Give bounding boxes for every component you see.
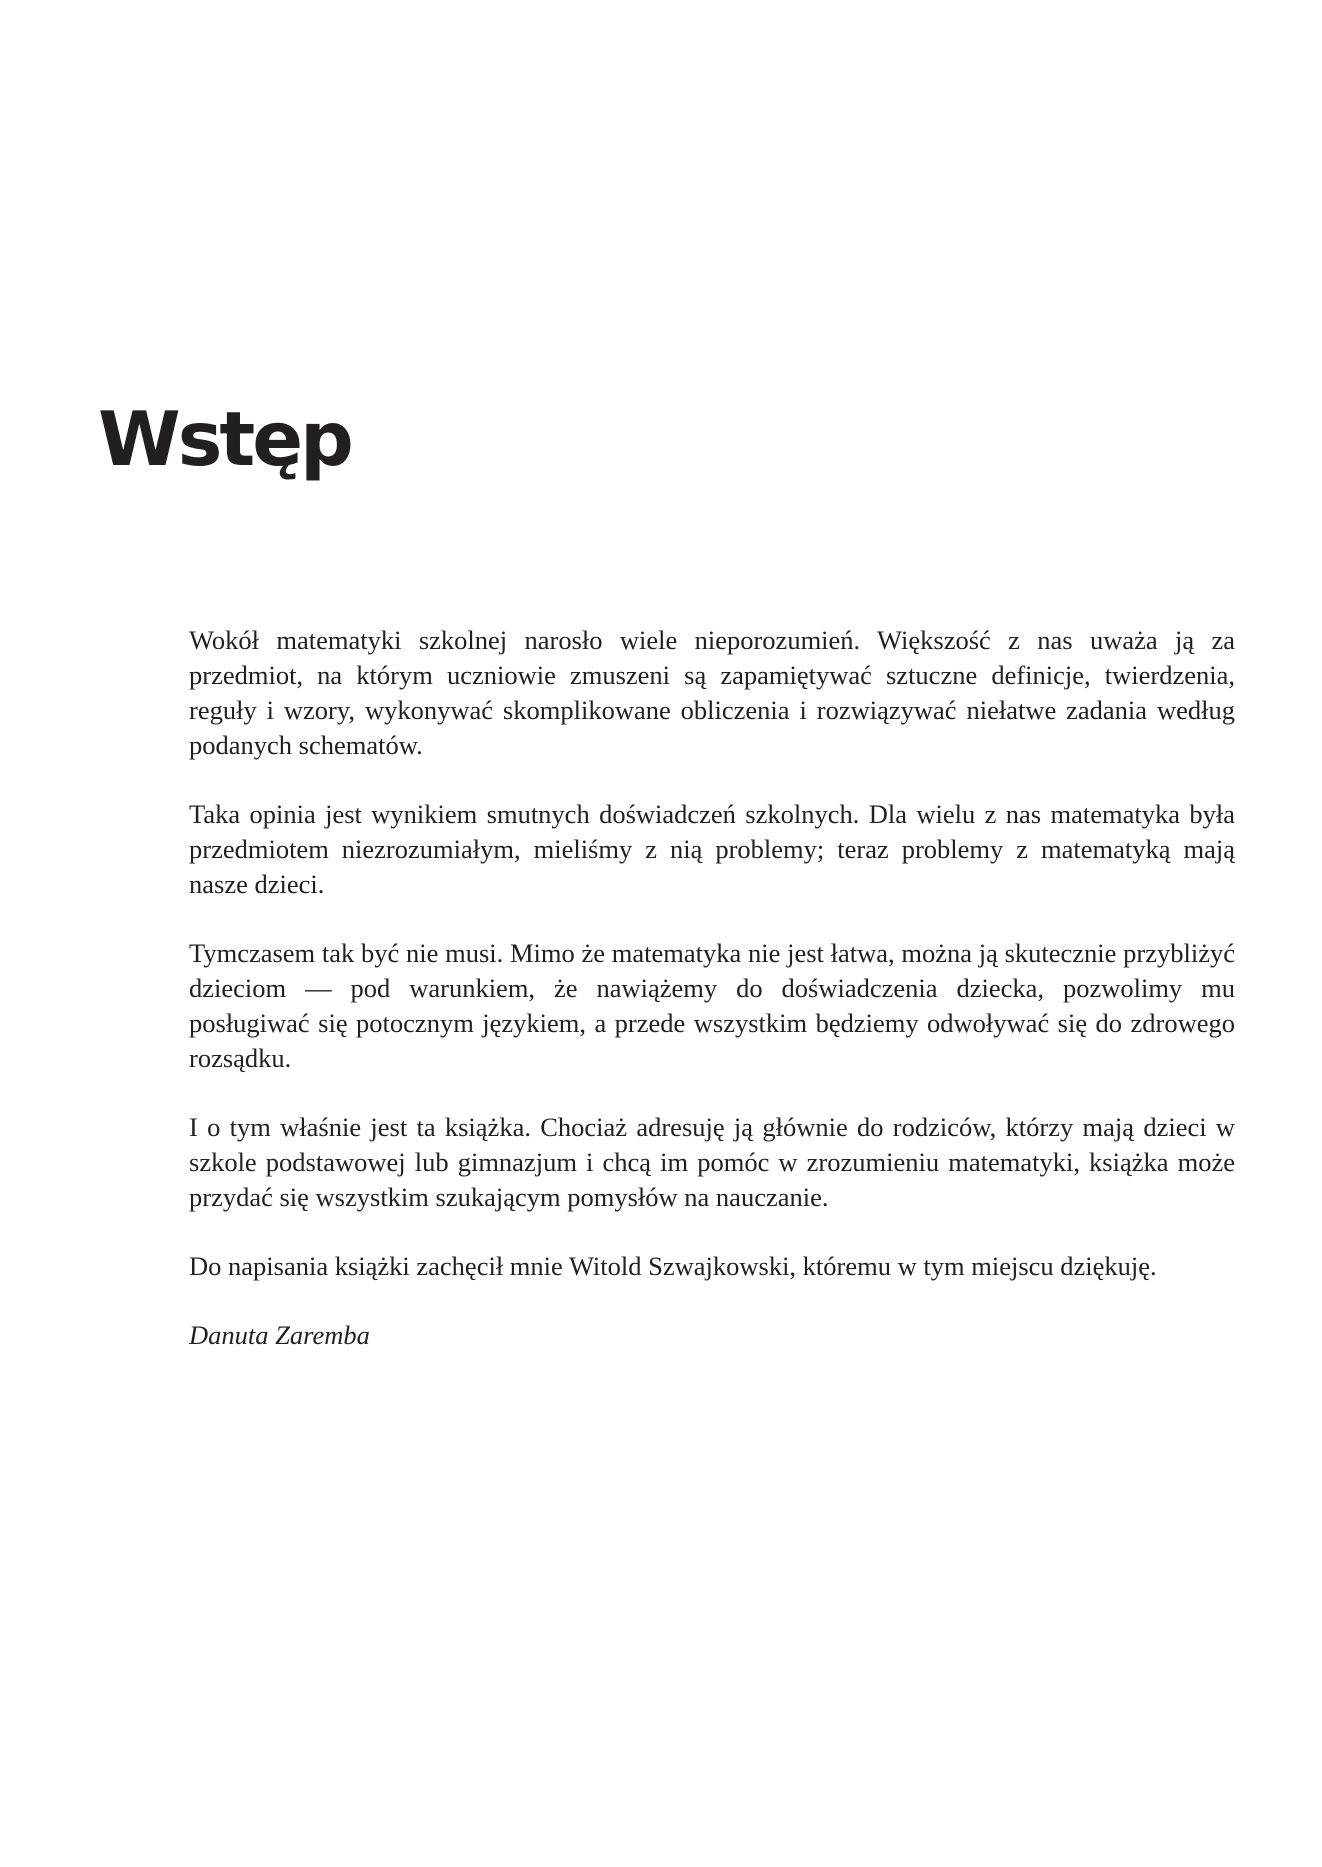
preface-paragraph-2: Taka opinia jest wynikiem smutnych doświadczeń szkolnych. Dla wielu z nas matematyka była przedmiotem niezrozumiałym, mieliśmy z nią problemy; teraz problemy z matematyką mają nasze dzieci. (189, 799, 1235, 899)
preface-paragraph-4: I o tym właśnie jest ta książka. Chociaż adresuję ją głównie do rodziców, którzy mają dzieci w szkole podstawowej lub gimnazjum i chcą im pomóc w zrozumieniu matematyki, książka może przydać się wszystkim szukającym pomysłów na nauczanie. (189, 1112, 1235, 1212)
chapter-title: Wstęp (98, 395, 351, 483)
preface-paragraph-1: Wokół matematyki szkolnej narosło wiele nieporozumień. Większość z nas uważa ją za przedmiot, na którym uczniowie zmuszeni są zapamiętywać sztuczne definicje, twierdzenia, reguły i wzory, wykonywać skomplikowane obliczenia i rozwiązywać niełatwe zadania według podanych schematów. (189, 625, 1235, 760)
preface-body (189, 623, 1235, 1387)
preface-paragraph-5: Do napisania książki zachęcił mnie Witold Szwajkowski, któremu w tym miejscu dziękuję. (189, 1251, 1157, 1281)
preface-paragraph-3: Tymczasem tak być nie musi. Mimo że matematyka nie jest łatwa, można ją skutecznie przybliżyć dzieciom — pod warunkiem, że nawiążemy do doświadczenia dziecka, pozwolimy mu posługiwać się potocznym językiem, a przede wszystkim będziemy odwoływać się do zdrowego rozsądku. (189, 938, 1235, 1073)
author-signature: Danuta Zaremba (189, 1320, 370, 1350)
